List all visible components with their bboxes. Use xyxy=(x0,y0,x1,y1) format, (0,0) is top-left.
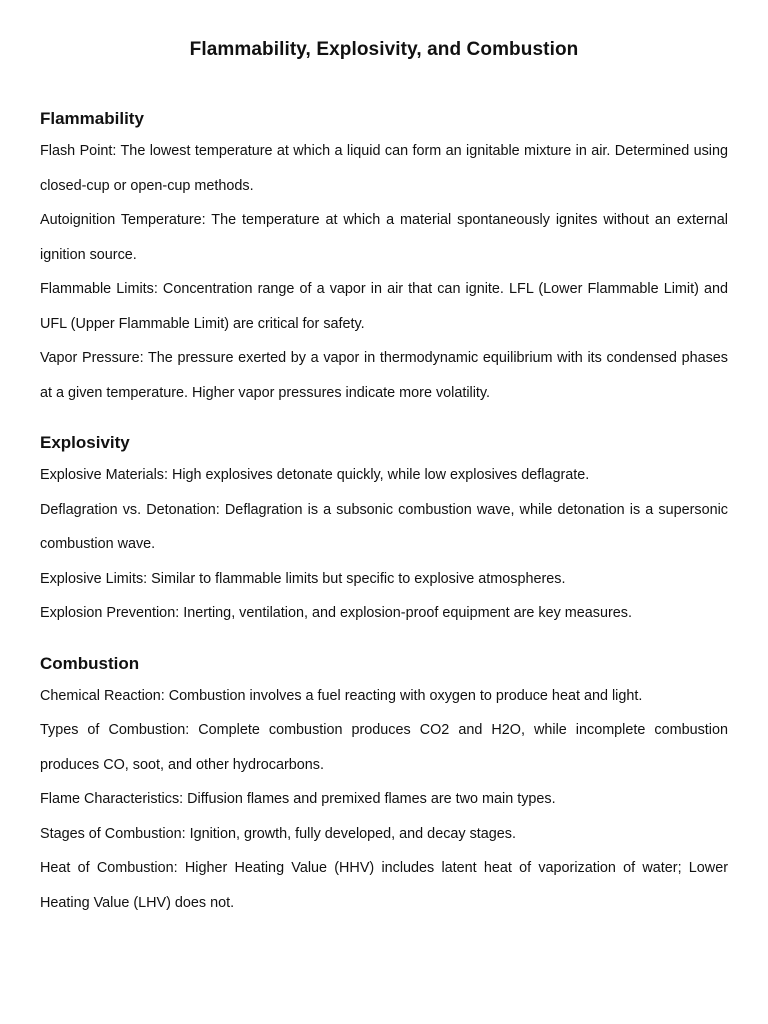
section-heading-combustion: Combustion xyxy=(40,653,140,673)
paragraph-explosive-materials: Explosive Materials: High explosives detonate quickly, while low explosives deflagrate. xyxy=(40,467,590,483)
paragraph-vapor-pressure: Vapor Pressure: The pressure exerted by a vapor in thermodynamic equilibrium with its condensed phases at a given temperature. Higher vapor pressures indicate more volatility. xyxy=(40,350,728,401)
section-combustion xyxy=(40,653,728,921)
paragraph-flash-point: Flash Point: The lowest temperature at which a liquid can form an ignitable mixture in air. Determined using closed-cup or open-cup methods. xyxy=(40,143,728,194)
section-heading-flammability: Flammability xyxy=(40,109,144,128)
paragraph-types-of-combustion: Types of Combustion: Complete combustion produces CO2 and H2O, while incomplete combustion produces CO, soot, and other hydrocarbons. xyxy=(40,722,728,773)
section-explosivity xyxy=(40,432,728,631)
section-heading-explosivity: Explosivity xyxy=(40,433,130,452)
page-title: Flammability, Explosivity, and Combustion xyxy=(189,39,579,60)
paragraph-explosion-prevention: Explosion Prevention: Inerting, ventilation, and explosion-proof equipment are key measures. xyxy=(40,605,632,621)
document-page xyxy=(40,0,728,920)
paragraph-deflagration-vs-detonation: Deflagration vs. Detonation: Deflagration is a subsonic combustion wave, while detonation is a supersonic combustion wave. xyxy=(40,501,728,552)
section-flammability xyxy=(40,108,728,410)
paragraph-heat-of-combustion: Heat of Combustion: Higher Heating Value (HHV) includes latent heat of vaporization of water; Lower Heating Value (LHV) does not. xyxy=(40,860,728,911)
paragraph-chemical-reaction: Chemical Reaction: Combustion involves a fuel reacting with oxygen to produce heat and light. xyxy=(40,687,643,704)
paragraph-flame-characteristics: Flame Characteristics: Diffusion flames and premixed flames are two main types. xyxy=(40,791,556,807)
paragraph-flammable-limits: Flammable Limits: Concentration range of a vapor in air that can ignite. LFL (Lower Flammable Limit) and UFL (Upper Flammable Limit) are critical for safety. xyxy=(40,281,728,332)
paragraph-autoignition-temperature: Autoignition Temperature: The temperature at which a material spontaneously ignites without an external ignition source. xyxy=(40,212,728,263)
paragraph-explosive-limits: Explosive Limits: Similar to flammable limits but specific to explosive atmospheres. xyxy=(40,570,566,587)
paragraph-stages-of-combustion: Stages of Combustion: Ignition, growth, fully developed, and decay stages. xyxy=(40,825,516,842)
